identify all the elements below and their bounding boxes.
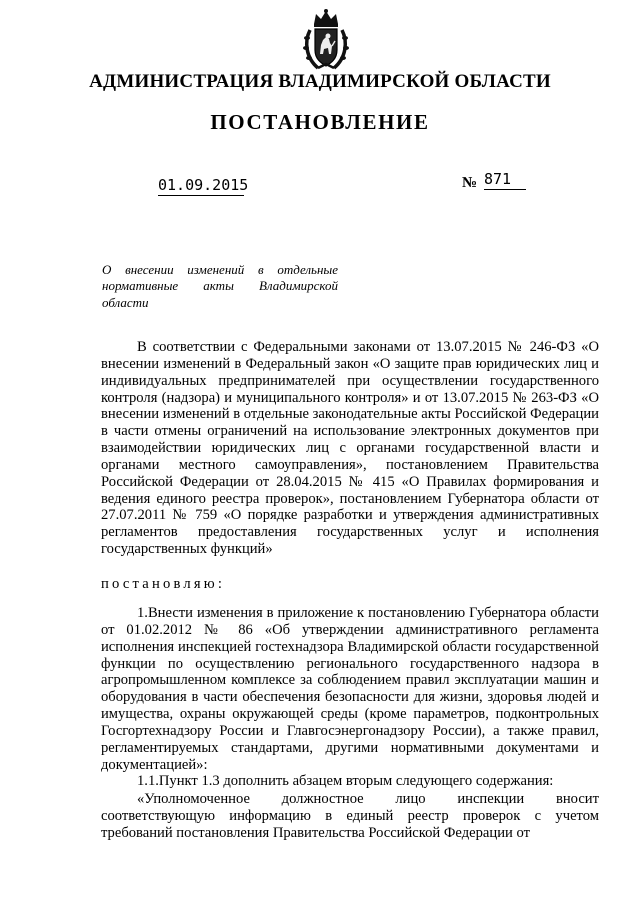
document-date: 01.09.2015: [158, 176, 249, 194]
item-1-paragraph: 1.Внести изменения в приложение к постановлению Губернатора области от 01.02.2012 № 86 «Об утверждении административного регламента исполнения инспекцией гостехнадзора Владимирской области государственной функции по осуществлению регионального государственного надзора в агропромышленном комплексе за соблюдением правил эксплуатации машин и оборудования в части обеспечения безопасности для жизни, здоровья людей и имущества, охраны окружающей среды (кроме параметров, подконтрольных Госгортехнадзору России и Главгосэнергонадзору России), а также правил, регламентируемых стандартами, другими нормативными документами и документацией»:: [101, 605, 599, 773]
preamble-paragraph: В соответствии с Федеральными законами от 13.07.2015 № 246-ФЗ «О внесении изменений в Федеральный закон «О защите прав юридических лиц и индивидуальных предпринимателей при осуществлении государственного контроля (надзора) и муниципального контроля» и от 13.07.2015 № 263-ФЗ «О внесении изменений в отдельные законодательные акты Российской Федерации в части отмены ограничений на использование электронных документов при взаимодействии юридических лиц с органами государственной власти и органами местного самоуправления», постановлением Правительства Российской Федерации от 28.04.2015 № 415 «О Правилах формирования и ведения единого реестра проверок», постановлением Губернатора области от 27.07.2011 № 759 «О порядке разработки и утверждения административных регламентов предоставления государственных услуг и исполнения государственных функций»: [101, 339, 599, 558]
item-1-1-paragraph: 1.1.Пункт 1.3 дополнить абзацем вторым следующего содержания:: [137, 773, 554, 789]
document-type-title: ПОСТАНОВЛЕНИЕ: [210, 110, 430, 134]
number-label: №: [462, 175, 478, 191]
quote-paragraph: «Уполномоченное должностное лицо инспекции вносит соответствующую информацию в единый реестр проверок с учетом требований постановления Правительства Российской Федерации от: [101, 791, 599, 841]
coat-of-arms-icon: [302, 8, 350, 72]
document-number: 871: [484, 170, 526, 190]
decree-word: постановляю:: [101, 576, 226, 592]
document-subject: О внесении изменений в отдельные нормативные акты Владимирской области: [102, 262, 338, 310]
organization-title: АДМИНИСТРАЦИЯ ВЛАДИМИРСКОЙ ОБЛАСТИ: [89, 71, 551, 92]
